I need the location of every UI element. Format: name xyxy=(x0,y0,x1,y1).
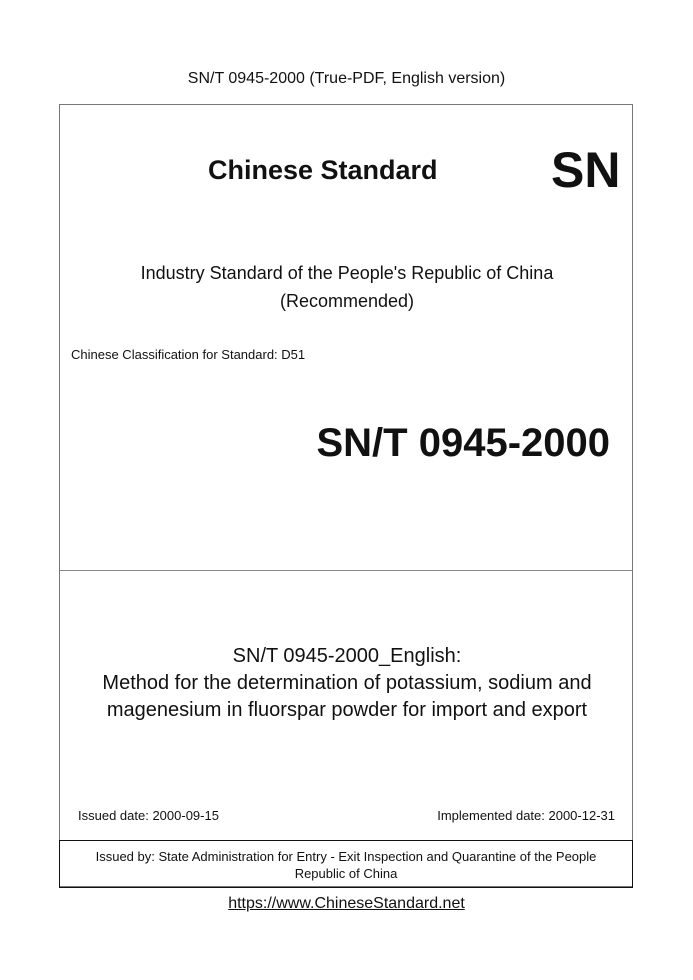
issued-date: Issued date: 2000-09-15 xyxy=(78,808,219,823)
issuer-line-2: Republic of China xyxy=(294,866,398,881)
page-header-caption: SN/T 0945-2000 (True-PDF, English version) xyxy=(187,70,506,87)
implemented-date: Implemented date: 2000-12-31 xyxy=(437,808,615,823)
section-divider xyxy=(60,570,632,571)
cover-frame xyxy=(59,104,633,887)
document-title-line-3: magenesium in fluorspar powder for import and export xyxy=(106,699,588,721)
document-title-line-2: Method for the determination of potassium, sodium and xyxy=(102,672,592,694)
series-title: Chinese Standard xyxy=(208,155,438,185)
standard-number: SN/T 0945-2000 xyxy=(316,421,610,465)
document-title-line-1: SN/T 0945-2000_English: xyxy=(232,645,462,667)
website-link[interactable]: https://www.ChineseStandard.net xyxy=(228,895,465,912)
series-code: SN xyxy=(551,142,621,198)
issuer-box xyxy=(59,840,633,888)
industry-statement xyxy=(60,259,634,315)
website-link-container xyxy=(0,895,693,913)
document-title xyxy=(60,643,634,724)
issuer-line-1: Issued by: State Administration for Entry - Exit Inspection and Quarantine of the People xyxy=(95,849,597,864)
classification-text: Chinese Classification for Standard: D51 xyxy=(71,347,306,362)
industry-line-2: (Recommended) xyxy=(279,291,415,311)
industry-line-1: Industry Standard of the People's Republic of China xyxy=(140,263,554,283)
